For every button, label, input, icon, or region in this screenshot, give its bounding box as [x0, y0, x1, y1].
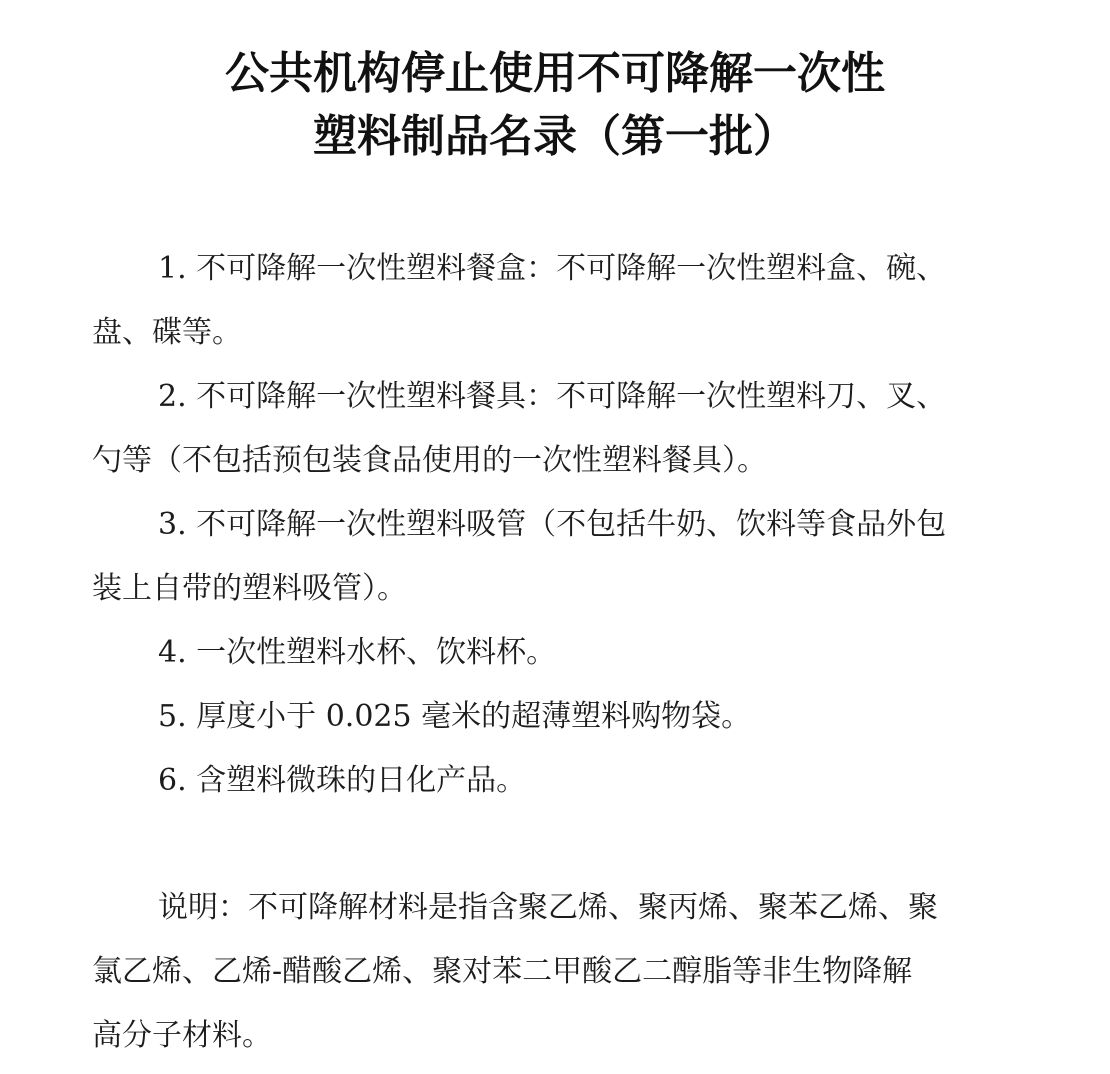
document-title-line-1: 公共机构停止使用不可降解一次性	[225, 48, 885, 99]
item-1-line-2: 盘、碟等。	[92, 315, 242, 350]
item-5-line-1: 5. 厚度小于 0.025 毫米的超薄塑料购物袋。	[158, 699, 752, 734]
item-1-line-1: 1. 不可降解一次性塑料餐盒：不可降解一次性塑料盒、碗、	[158, 251, 947, 286]
item-3-line-1: 3. 不可降解一次性塑料吸管（不包括牛奶、饮料等食品外包	[158, 507, 947, 542]
note-line-3: 高分子材料。	[92, 1018, 272, 1053]
note-line-2: 氯乙烯、乙烯-醋酸乙烯、聚对苯二甲酸乙二醇脂等非生物降解	[92, 954, 913, 989]
item-2-line-2: 勺等（不包括预包装食品使用的一次性塑料餐具）。	[92, 443, 767, 478]
document-title-line-2: 塑料制品名录（第一批）	[313, 111, 797, 162]
item-3-line-2: 装上自带的塑料吸管）。	[92, 571, 407, 606]
item-2-line-1: 2. 不可降解一次性塑料餐具：不可降解一次性塑料刀、叉、	[158, 379, 947, 414]
item-4-line-1: 4. 一次性塑料水杯、饮料杯。	[158, 635, 557, 670]
note-line-1: 说明：不可降解材料是指含聚乙烯、聚丙烯、聚苯乙烯、聚	[158, 890, 938, 925]
item-6-line-1: 6. 含塑料微珠的日化产品。	[158, 763, 527, 798]
